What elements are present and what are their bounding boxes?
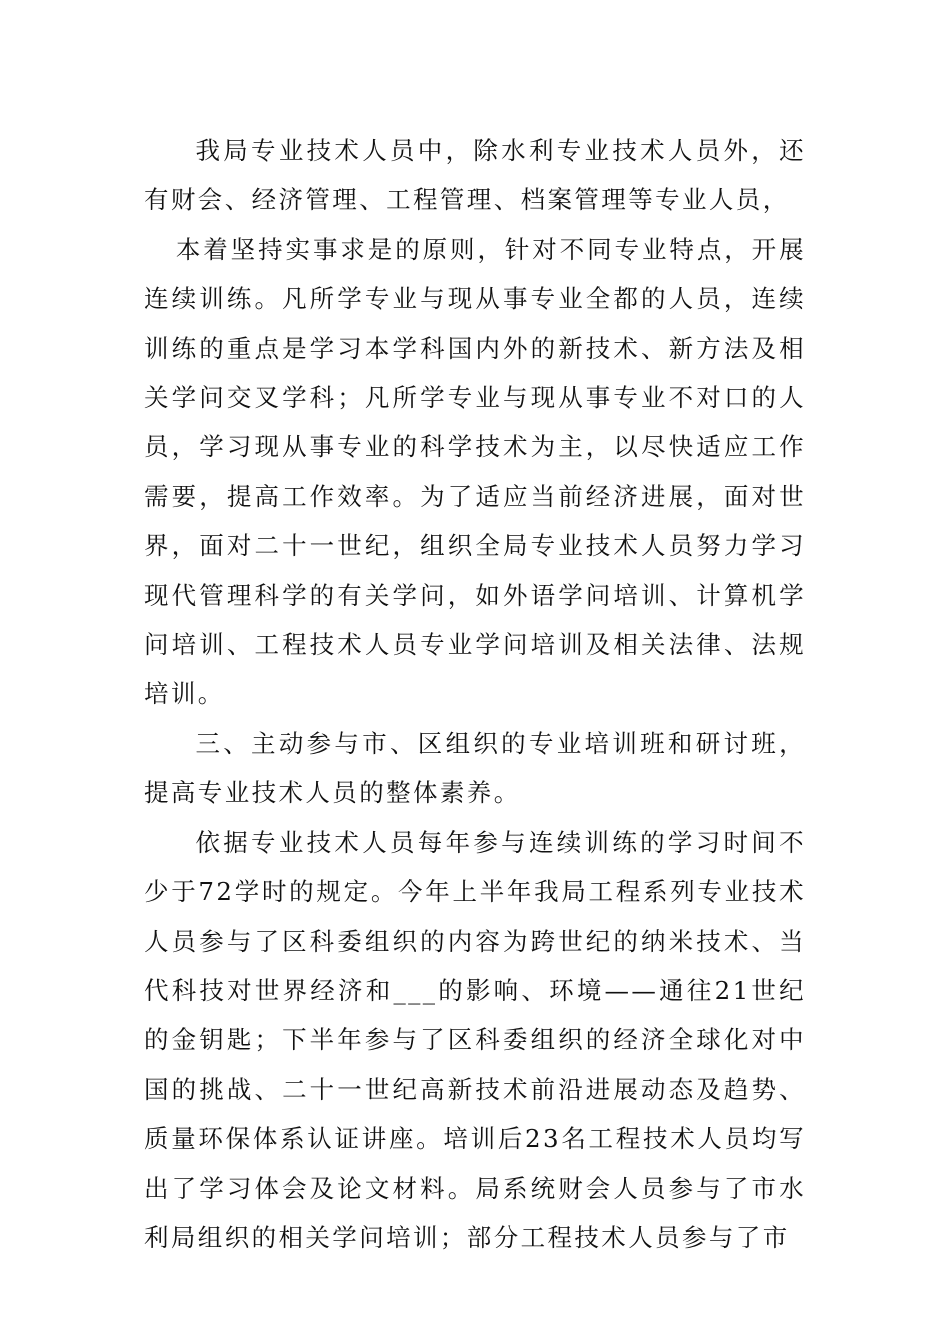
paragraph-3: 三、主动参与市、区组织的专业培训班和研讨班，提高专业技术人员的整体素养。 (144, 728, 806, 808)
paragraph-2: 本着坚持实事求是的原则，针对不同专业特点，开展连续训练。凡所学专业与现从事专业全都的人员，连续训练的重点是学习本学科国内外的新技术、新方法及相关学问交叉学科；凡所学专业与现从事专业不对口的人员，学习现从事专业的科学技术为主，以尽快适应工作需要，提高工作效率。为了适应当前经济进展，面对世界，面对二十一世纪，组织全局专业技术人员努力学习现代管理科学的有关学问，如外语学问培训、计算机学问培训、工程技术人员专业学问培训及相关法律、法规培训。 (144, 234, 806, 709)
paragraph-1: 我局专业技术人员中，除水利专业技术人员外，还有财会、经济管理、工程管理、档案管理等专业人员， (144, 136, 806, 215)
paragraph-4: 依据专业技术人员每年参与连续训练的学习时间不少于72学时的规定。今年上半年我局工程系列专业技术人员参与了区科委组织的内容为跨世纪的纳米技术、当代科技对世界经济和___的影响、环境——通往21世纪的金钥匙；下半年参与了区科委组织的经济全球化对中国的挑战、二十一世纪高新技术前沿进展动态及趋势、质量环保体系认证讲座。培训后23名工程技术人员均写出了学习体会及论文材料。局系统财会人员参与了市水利局组织的相关学问培训；部分工程技术人员参与了市 (144, 827, 806, 1252)
document-body (144, 126, 806, 1262)
